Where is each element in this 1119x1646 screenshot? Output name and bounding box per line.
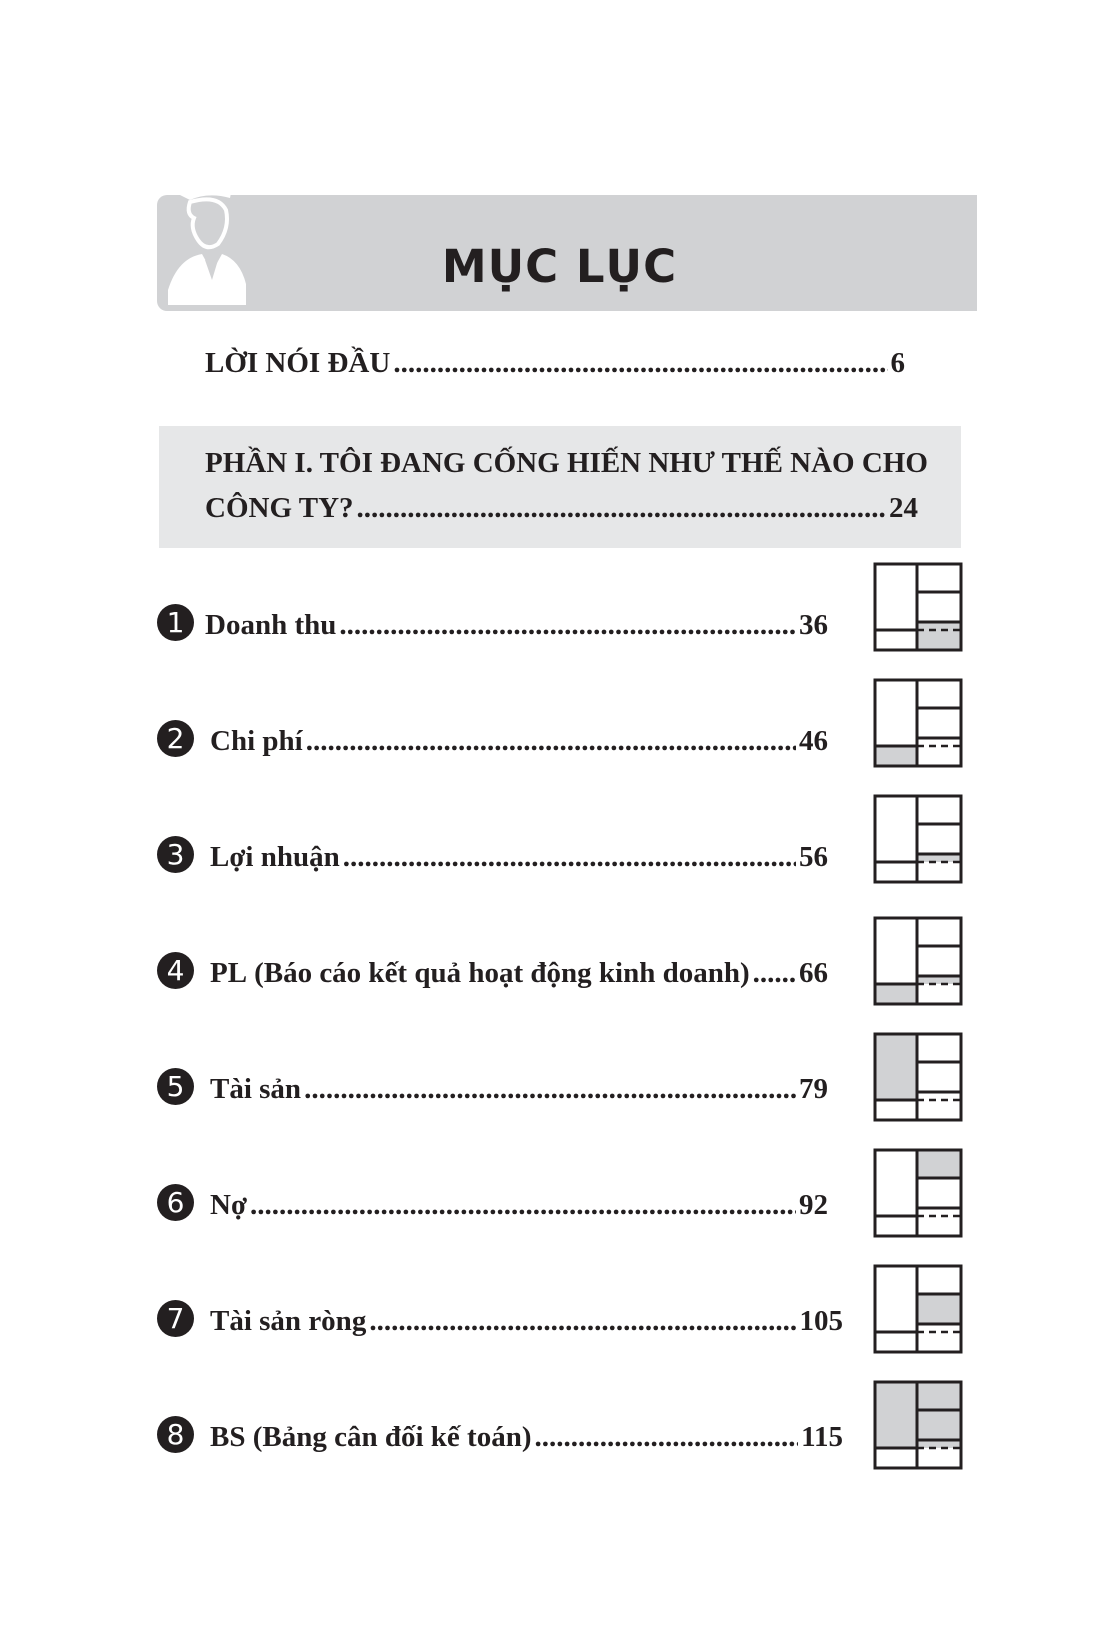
dot-leader [534, 1421, 798, 1454]
toc-chapter-1[interactable] [205, 609, 828, 642]
chapter-page: 46 [799, 725, 828, 757]
toc-chapter-7[interactable] [210, 1305, 843, 1338]
balance-sheet-icon [873, 562, 963, 652]
chapter-number-badge: 7 [157, 1300, 194, 1337]
chapter-label: Lợi nhuận [210, 841, 340, 873]
chapter-label: Nợ [210, 1189, 248, 1221]
chapter-label-rest: (Báo cáo kết quả hoạt động kinh doanh) [254, 957, 750, 989]
chapter-number-badge: 8 [157, 1416, 194, 1453]
chapter-number-badge: 2 [157, 720, 194, 757]
toc-chapter-2[interactable] [210, 725, 828, 758]
chapter-page: 36 [799, 609, 828, 641]
toc-chapter-3[interactable] [210, 841, 828, 874]
toc-chapter-5[interactable] [210, 1073, 828, 1106]
balance-sheet-icon [873, 1264, 963, 1354]
chapter-number-badge: 5 [157, 1068, 194, 1105]
chapter-label: Tài sản [210, 1073, 302, 1105]
dot-leader [393, 347, 887, 380]
balance-sheet-icon [873, 678, 963, 768]
dot-leader [304, 1073, 796, 1106]
dot-leader [339, 609, 796, 642]
chapter-page: 105 [799, 1305, 843, 1337]
toc-preface-page: 6 [890, 347, 905, 379]
chapter-number-badge: 1 [157, 604, 194, 641]
chapter-number-badge: 3 [157, 836, 194, 873]
chapter-page: 115 [801, 1421, 843, 1453]
chapter-page: 79 [799, 1073, 828, 1105]
chapter-label: BS (Bảng cân đối kế toán) [210, 1421, 532, 1453]
chapter-label: Chi phí [210, 725, 303, 757]
dot-leader [306, 725, 796, 758]
toc-chapter-4[interactable] [210, 957, 828, 990]
balance-sheet-icon [873, 1380, 963, 1470]
chapter-page: 92 [799, 1189, 828, 1221]
dot-leader [369, 1305, 796, 1338]
balance-sheet-icon [873, 794, 963, 884]
balance-sheet-icon [873, 1032, 963, 1122]
toc-chapter-8[interactable] [210, 1421, 843, 1454]
chapter-label: Doanh thu [205, 609, 337, 641]
toc-chapter-6[interactable] [210, 1189, 828, 1222]
chapter-label: Tài sản ròng [210, 1305, 367, 1337]
page-title: MỤC LỤC [441, 240, 678, 293]
chapter-page: 56 [799, 841, 828, 873]
balance-sheet-icon [873, 1148, 963, 1238]
chapter-label-bold: PL [210, 957, 248, 989]
chapter-page: 66 [799, 957, 828, 989]
part-1-box [159, 426, 961, 548]
part-1-title-line1: PHẦN I. TÔI ĐANG CỐNG HIẾN NHƯ THẾ NÀO CHO [205, 447, 928, 479]
dot-leader [753, 957, 796, 990]
chapter-number-badge: 6 [157, 1184, 194, 1221]
balance-sheet-icon [873, 916, 963, 1006]
part-1-title-line2: CÔNG TY? [205, 492, 354, 524]
dot-leader [250, 1189, 796, 1222]
toc-part-1[interactable] [205, 492, 918, 525]
dot-leader [357, 492, 886, 525]
toc-preface-label: LỜI NÓI ĐẦU [205, 347, 391, 379]
chapter-number-badge: 4 [157, 952, 194, 989]
dot-leader [343, 841, 796, 874]
part-1-page: 24 [889, 492, 918, 524]
toc-preface[interactable] [205, 347, 905, 380]
